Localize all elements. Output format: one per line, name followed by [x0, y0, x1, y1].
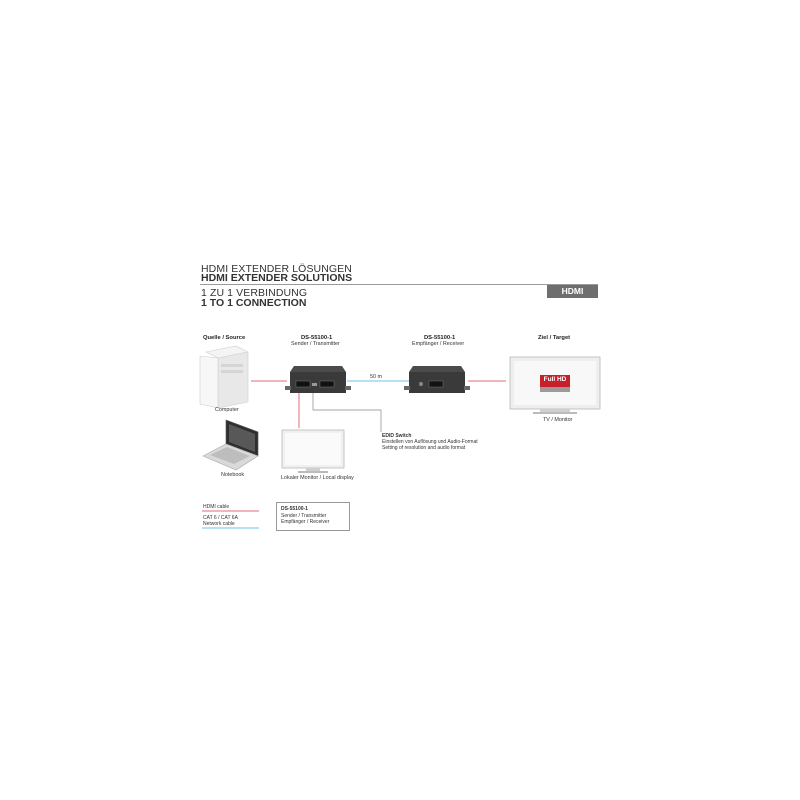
legend-box-model: DS-55100-1 — [281, 506, 308, 512]
tv-icon — [510, 357, 600, 414]
legend-box-line-1: Sender / Transmitter — [281, 513, 327, 519]
subtitle-de: 1 ZU 1 VERBINDUNG — [201, 287, 308, 299]
source-heading: Quelle / Source — [203, 335, 246, 341]
edid-title: EDID Switch — [382, 433, 412, 439]
distance-label: 50 m — [370, 374, 382, 380]
tv-screen-text: Full HD — [543, 376, 567, 383]
local-display-icon — [282, 430, 344, 473]
legend-hdmi-label: HDMI cable — [203, 504, 230, 510]
local-display-label: Lokaler Monitor / Local display — [281, 475, 354, 481]
edid-line-2: Setting of resolution and audio format — [382, 445, 466, 451]
transmitter-device-icon — [285, 366, 351, 393]
receiver-model-label: DS-55100-1 — [424, 335, 456, 341]
notebook-icon — [203, 420, 258, 470]
tv-label: TV / Monitor — [543, 417, 573, 423]
computer-label: Computer — [215, 407, 239, 413]
legend-device-box — [276, 502, 350, 531]
target-heading: Ziel / Target — [538, 335, 571, 341]
edid-pointer-line — [313, 392, 381, 432]
computer-icon — [200, 346, 248, 408]
subtitle-en: 1 TO 1 CONNECTION — [201, 297, 307, 309]
receiver-device-icon — [404, 366, 470, 393]
edid-line-1: Einstellen von Auflösung und Audio-Format — [382, 439, 478, 445]
notebook-label: Notebook — [221, 472, 245, 478]
title-de: HDMI EXTENDER LÖSUNGEN — [201, 263, 352, 275]
legend-network-line-2: Network cable — [203, 521, 235, 527]
transmitter-role-label: Sender / Transmitter — [291, 341, 340, 347]
legend-network-line-1: CAT 6 / CAT 6A — [203, 515, 238, 521]
legend-box-line-2: Empfänger / Receiver — [281, 519, 330, 525]
receiver-role-label: Empfänger / Receiver — [412, 341, 465, 347]
title-en: HDMI EXTENDER SOLUTIONS — [201, 272, 353, 284]
hdmi-badge: HDMI — [547, 285, 598, 298]
transmitter-model-label: DS-55100-1 — [301, 335, 333, 341]
